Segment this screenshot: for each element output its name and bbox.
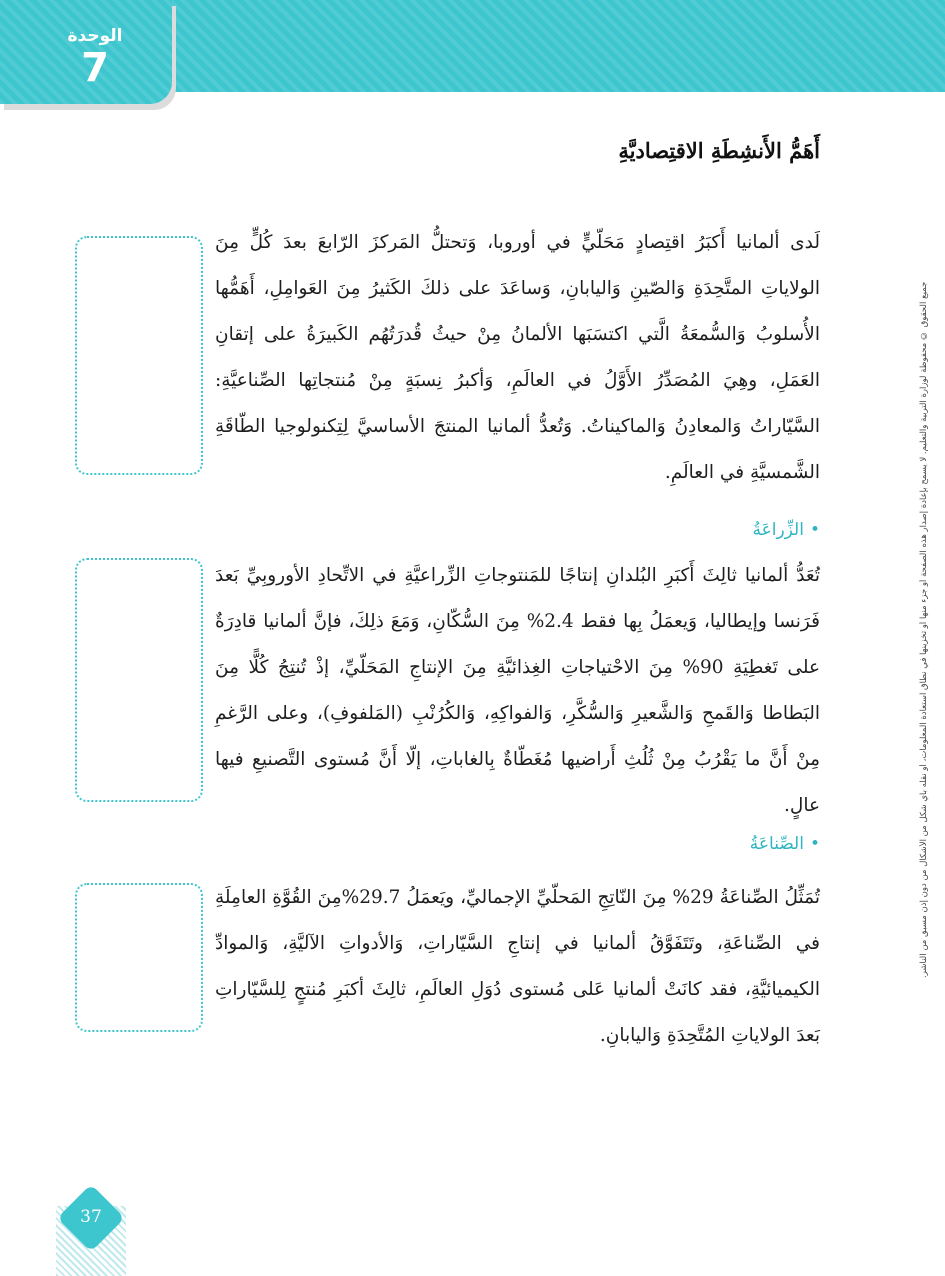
notes-box xyxy=(75,236,203,475)
header-band xyxy=(170,0,945,92)
page-title: أَهَمُّ الأَنشِطَةِ الاقتِصاديَّةِ xyxy=(618,138,820,163)
copyright-note: جميع الحقوق © محفوظة لوزارة التربية والتعليم. لا يسمح بإعادة إصدار هذه الصفحة أو جزء منها أو تخزينها في نطاق استعادة المعلومات، أو نقله بأي شكل من الأشكال من دون إذن مسبق من الناشر. xyxy=(919,281,929,979)
intro-paragraph: لَدى ألمانيا أَكبَرُ اقتِصادٍ مَحَلّيٍّ في أوروبا، وَتحتلُّ المَركزَ الرّابعَ بعدَ كُلٍّ مِنَ الولاياتِ المتَّحِدَةِ وَالصّينِ وَاليابانِ، وَساعَدَ على ذلكَ الكَثيرُ مِنَ العَوامِلِ، أَهَمُّها الأُسلوبُ وَالسُّمعَةُ الَّتي اكتسَبَها الألمانُ مِنْ حيثُ قُدرَتُهُم الكَبيرَةُ على إتقانِ العَمَلِ، وهِيَ المُصَدِّرُ الأَوَّلُ في العالَمِ، وَأكبرُ نِسبَةٍ مِنْ مُنتجاتِها الصِّناعيَّةِ: السَّيّاراتُ وَالمعادِنُ وَالماكيناتُ. وَتُعدُّ ألمانيا المنتجَ الأساسيَّ لِتِكنولوجيا الطّاقَةِ الشَّمسيَّةِ في العالَمِ. xyxy=(215,232,820,483)
page-number: 37 xyxy=(80,1207,102,1227)
page-number-badge xyxy=(56,1186,126,1276)
bullet-icon: • xyxy=(809,520,820,540)
unit-label: الوحدة xyxy=(67,26,123,46)
industry-paragraph: تُمَثِّلُ الصِّناعَةُ 29% مِنَ النّاتِجِ المَحلّيِّ الإجماليِّ، ويَعمَلُ 29.7%مِنَ القُوَّةِ العامِلَةِ في الصِّناعَةِ، وتَتَفَوَّقُ ألمانيا في إنتاجِ السَّيّاراتِ، وَالأدواتِ الآليَّةِ، وَالموادِّ الكيميائيَّةِ، فقد كانَتْ ألمانيا عَلى مُستوى دُوَلِ العالَمِ، ثالِثَ أكبَرِ مُنتجٍ لِلسَّيّاراتِ بَعدَ الولاياتِ المُتَّحِدَةِ وَاليابانِ. xyxy=(215,887,820,1046)
unit-tab xyxy=(0,0,172,104)
notes-box xyxy=(75,558,203,802)
section-heading-agriculture xyxy=(420,520,820,540)
unit-number: 7 xyxy=(81,45,109,91)
agriculture-paragraph: تُعَدُّ ألمانيا ثالِثَ أَكبَرِ البُلدانِ إنتاجًا للمَنتوجاتِ الزِّراعيَّةِ في الاتِّحادِ الأوروبِيِّ بَعدَ فَرَنسا وإيطاليا، وَيعمَلُ بِها فقط 2.4% مِنَ السُّكّانِ، وَمَعَ ذلِكَ، فإنَّ ألمانيا قادِرَةٌ على تَغطِيَةِ 90% مِنَ الاحْتياجاتِ الغِذائيَّةِ مِنَ الإنتاجِ المَحَلّيِّ، إذْ تُنتِجُ كُلًّا مِنَ البَطاطا وَالقَمحِ وَالشَّعيرِ وَالسُّكَّرِ، وَالفواكِهِ، وَالكُرُنْبِ (المَلفوفِ)، وعلى الرَّغمِ مِنْ أَنَّ ما يَقْرُبُ مِنْ ثُلُثِ أَراضيها مُغَطّاةٌ بِالغاباتِ، إلّا أَنَّ مُستوى التَّصنيعِ فيها عالٍ. xyxy=(215,565,820,816)
bullet-icon: • xyxy=(809,834,820,854)
section-heading-industry xyxy=(420,834,820,854)
notes-box xyxy=(75,883,203,1032)
section-heading-text: الصِّناعَةُ xyxy=(749,834,804,854)
section-heading-text: الزِّراعَةُ xyxy=(752,520,804,540)
